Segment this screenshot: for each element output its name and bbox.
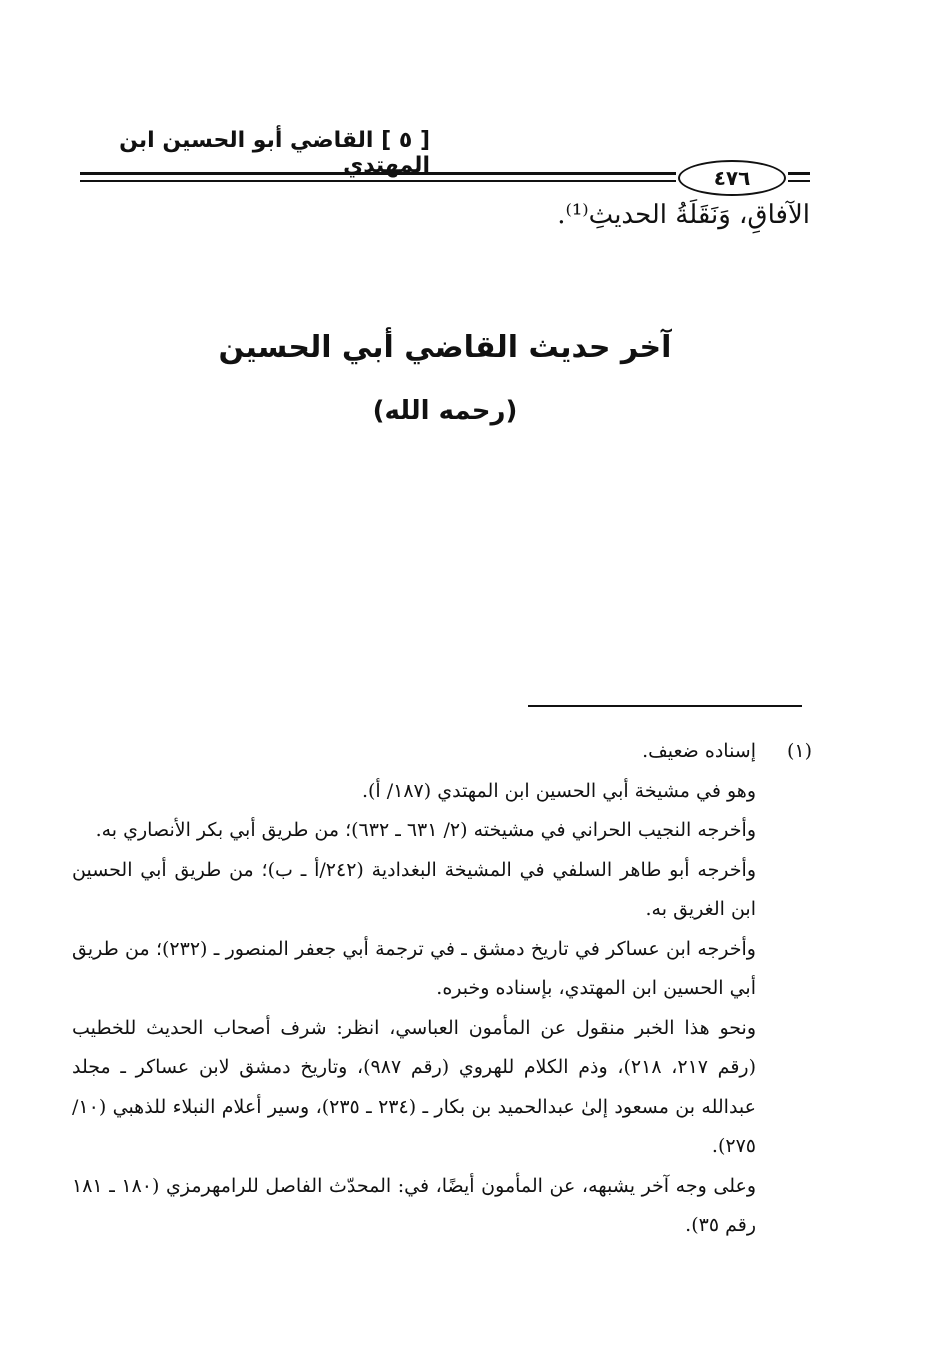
page-number: ٤٧٦ bbox=[713, 166, 751, 190]
header-rule bbox=[80, 180, 676, 182]
header-rule-short bbox=[788, 172, 810, 175]
footnote-separator bbox=[528, 705, 802, 707]
footnote-line: وهو في مشيخة أبي الحسين ابن المهتدي (١٨٧/ أ). bbox=[361, 779, 756, 802]
footnote-line: وعلى وجه آخر يشبهه، عن المأمون أيضًا، في: المحدّث الفاصل للرامهرمزي (١٨٠ ـ ١٨١ رقم ٣٥). bbox=[72, 1174, 756, 1236]
running-header-title: [ ٥ ] القاضي أبو الحسين ابن المهتدي bbox=[119, 128, 430, 178]
continuation-text: الآفاقِ، وَنَقَلَةُ الحديثِ⁽¹⁾. bbox=[557, 200, 810, 230]
page-number-badge bbox=[678, 160, 786, 196]
section-subtitle: (رحمه الله) bbox=[372, 396, 518, 426]
footnote-marker: (١) bbox=[786, 740, 812, 762]
footnote-line: ونحو هذا الخبر منقول عن المأمون العباسي، انظر: شرف أصحاب الحديث للخطيب (رقم ٢١٧، ٢١٨)، وذم الكلام للهروي (رقم ٩٨٧)، وتاريخ دمشق لابن عساكر ـ مجلد عبدالله بن مسعود إلىٰ عبدالحميد بن بكار ـ (٢٣٤ ـ ٢٣٥)، وسير أعلام النبلاء للذهبي (١٠/ ٢٧٥). bbox=[72, 1016, 757, 1157]
footnotes bbox=[72, 732, 812, 1246]
header-rule-short bbox=[788, 180, 810, 182]
footnote-line: وأخرجه أبو طاهر السلفي في المشيخة البغدادية (٢٤٢/أ ـ ب)؛ من طريق أبي الحسين ابن الغريق به. bbox=[72, 858, 756, 920]
footnote-first-line bbox=[72, 732, 812, 772]
section-title: آخر حديث القاضي أبي الحسين bbox=[218, 330, 672, 365]
footnote-line: إسناده ضعيف. bbox=[642, 740, 756, 762]
footnote-line: وأخرجه النجيب الحراني في مشيخته (٢/ ٦٣١ ـ ٦٣٢)؛ من طريق أبي بكر الأنصاري به. bbox=[95, 819, 756, 841]
header-rule bbox=[80, 172, 676, 175]
footnote-line: وأخرجه ابن عساكر في تاريخ دمشق ـ في ترجمة أبي جعفر المنصور ـ (٢٣٢)؛ من طريق أبي الحسين ابن المهتدي، بإسناده وخبره. bbox=[72, 937, 756, 999]
